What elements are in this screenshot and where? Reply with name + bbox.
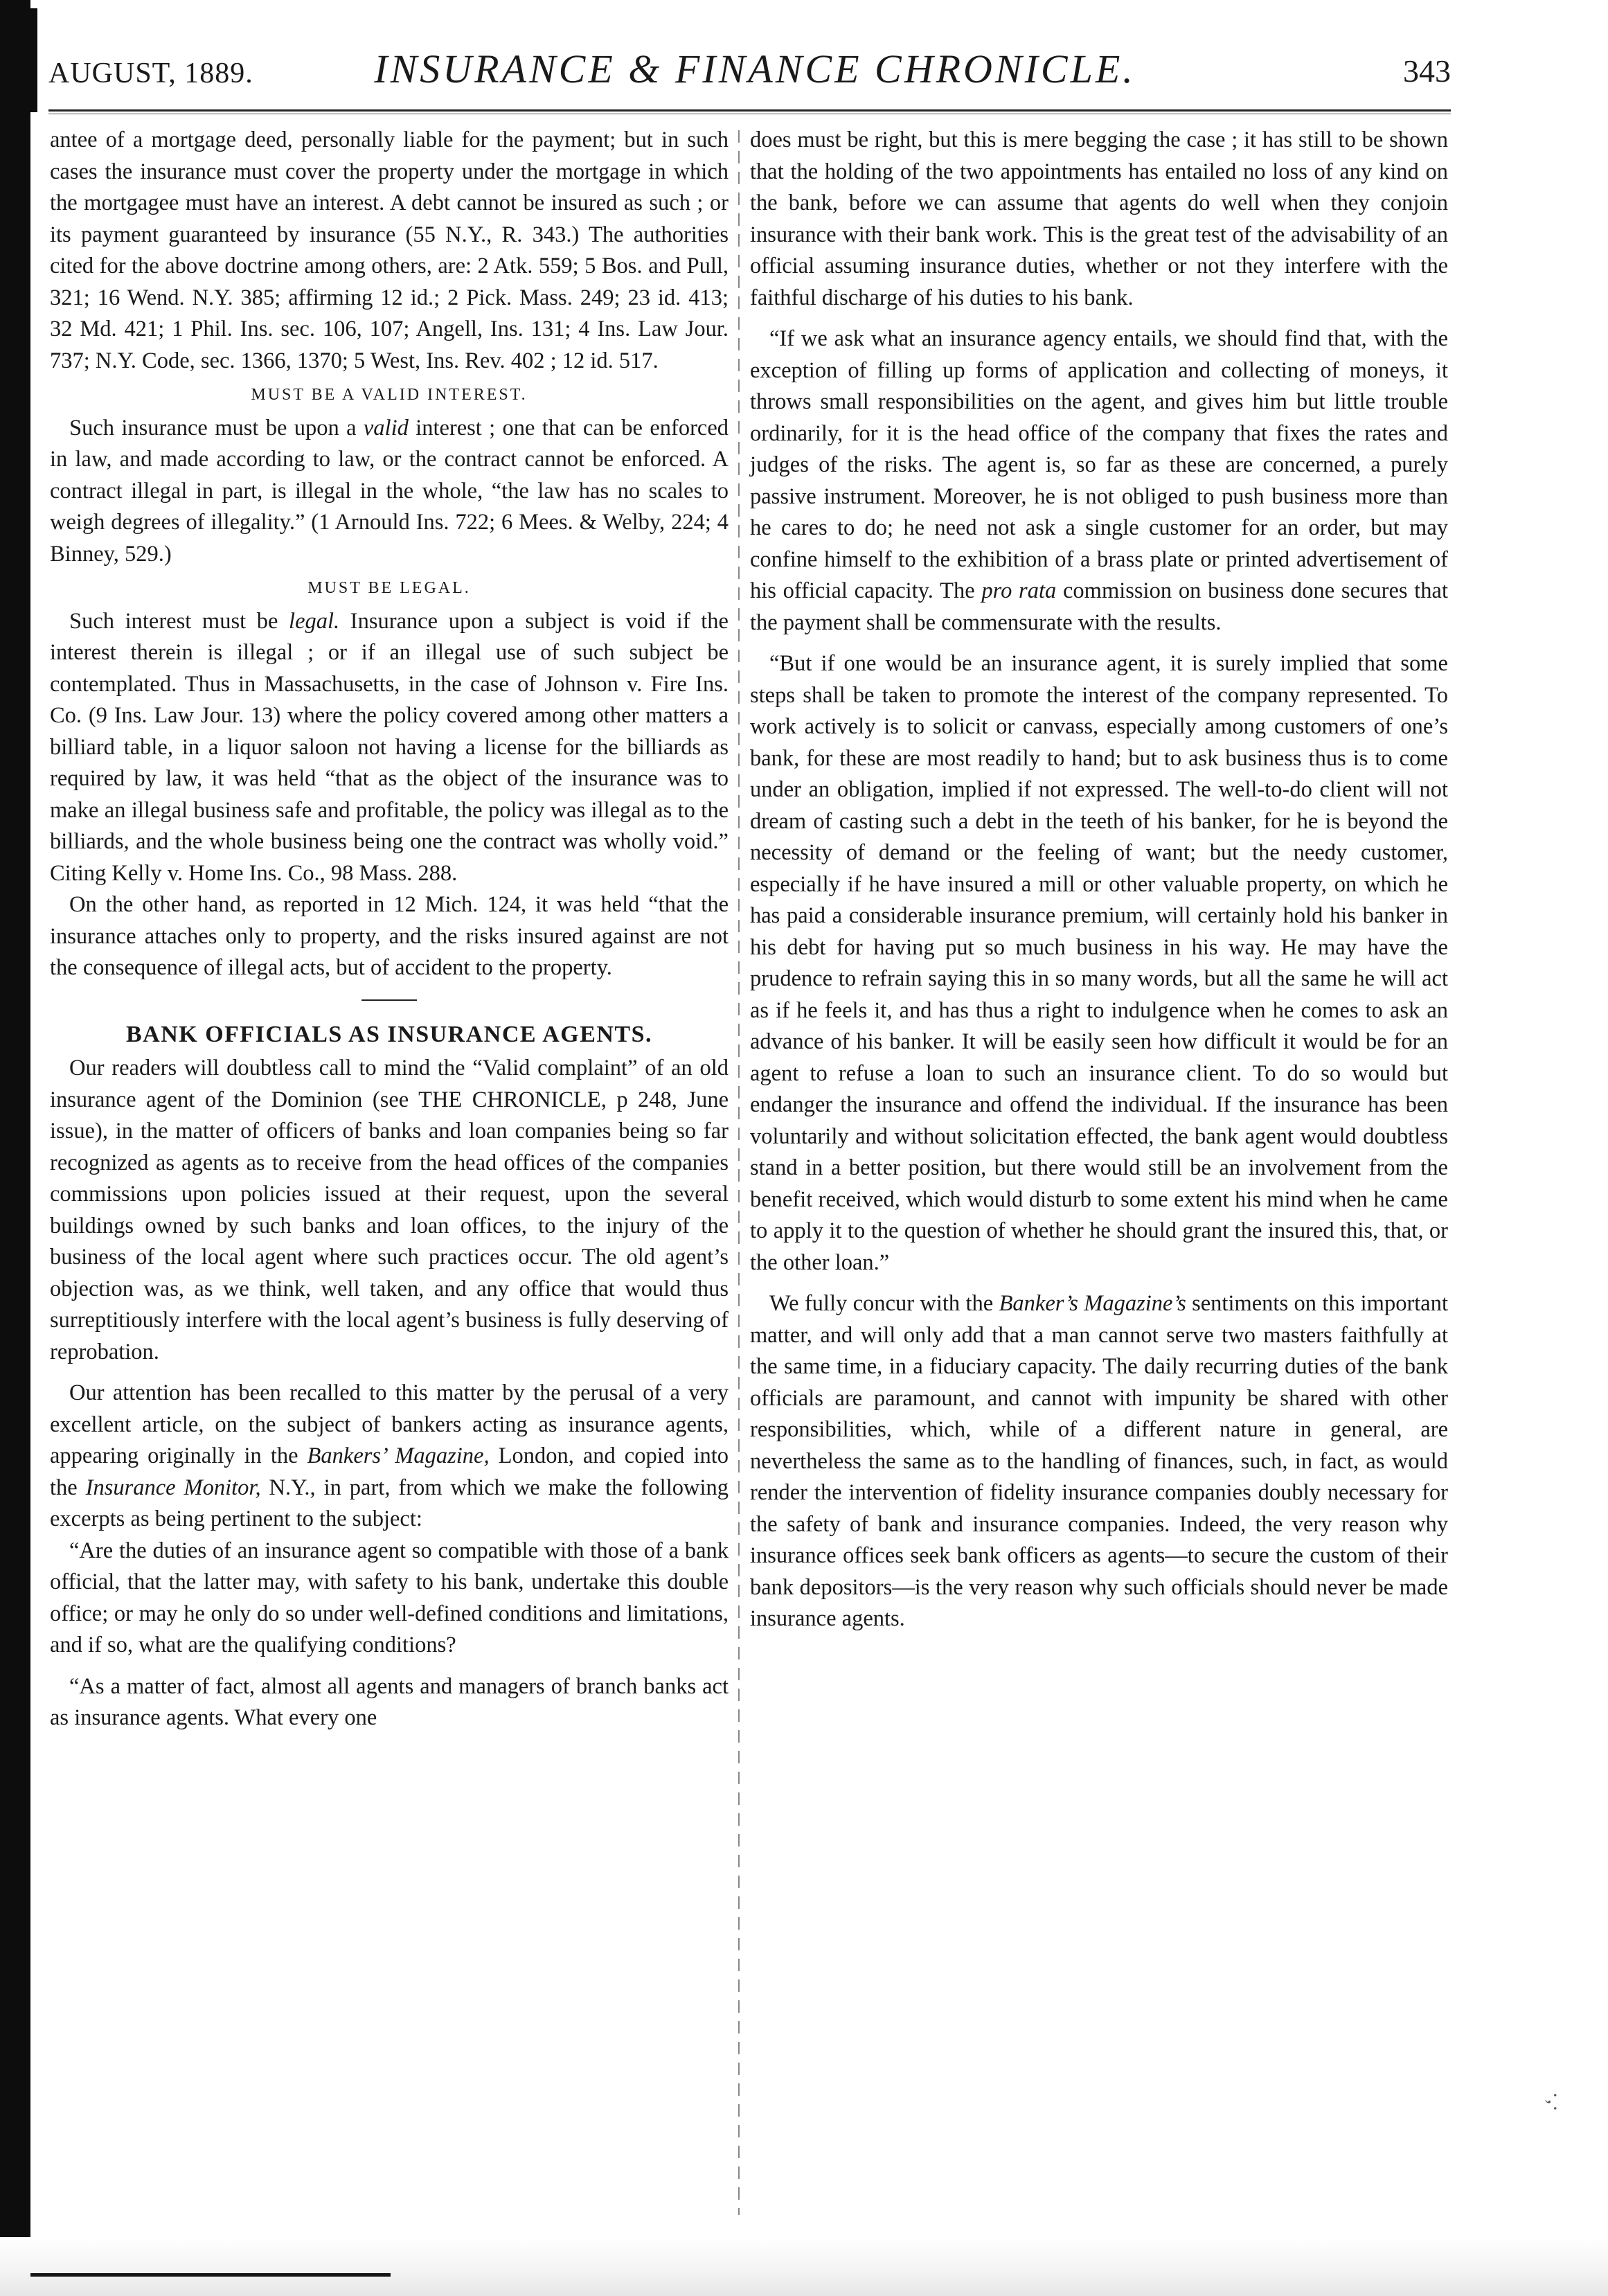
paragraph: On the other hand, as reported in 12 Mich. 124, it was held “that the insurance attaches only to property, and the risks insured against are not the consequence of illegal acts, but of accident to the property. [50,892,729,980]
emphasis: Banker’s Magazine’s [999,1291,1186,1316]
publication-title: INSURANCE & FINANCE CHRONICLE. [374,46,1136,91]
binding-edge [0,0,30,2296]
paragraph: “As a matter of fact, almost all agents and managers of branch banks act as insurance agents. What every one [50,1673,729,1730]
emphasis: Insurance Monitor, [85,1475,261,1500]
emphasis: valid [363,415,409,440]
section-rule [361,999,417,1001]
header-date: AUGUST, 1889. [48,57,253,89]
article-title: BANK OFFICIALS AS INSURANCE AGENTS. [125,1021,653,1047]
left-column [50,125,729,1734]
paragraph: Such insurance must be upon a valid interest ; one that can be enforced in law, and made according to law, or the contract cannot be enforced. A contract illegal in part, is illegal in the whole, “the law has no scales to weigh degrees of illegality.” (1 Arnould Ins. 722; 6 Mees. & Welby, 224; 4 Binney, 529.) [50,415,729,567]
binding-edge-notch [24,8,37,112]
header-rule [48,109,1451,112]
paragraph: does must be right, but this is mere begging the case ; it has still to be shown that the holding of the two appointments has entailed no loss of any kind on the bank, before we can assume that agents do well when they conjoin insurance with their bank work. This is the great test of the advisability of an official assuming insurance duties, whether or not they interfere with the faithful discharge of his duties to his bank. [750,127,1448,310]
paragraph: Our attention has been recalled to this matter by the perusal of a very excellent article, on the subject of bankers acting as insurance agents, appearing originally in the Bankers’ Magazine, London, and copied into the Insurance Monitor, N.Y., in part, from which we make the following excerpts as being pertinent to the subject: [50,1380,729,1531]
emphasis: pro rata [981,578,1057,603]
margin-speck: · ‚ · [1544,2092,1566,2109]
right-column [750,125,1448,1635]
paragraph: Such interest must be legal. Insurance upon a subject is void if the interest therein is illegal ; or if an illegal use of such subject be contemplated. Thus in Massachusetts, in the case of Johnson v. Fire Ins. Co. (9 Ins. Law Jour. 13) where the policy covered among other matters a billiard table, in a liquor saloon not having a license for the billiards as required by law, it was held “that as the object of the insurance was to make an illegal business safe and profitable, the policy was illegal as to the billiards, and the whole business being one the contract was wholly void.” Citing Kelly v. Home Ins. Co., 98 Mass. 288. [50,608,729,886]
paragraph: antee of a mortgage deed, personally liable for the payment; but in such cases the insurance must cover the property under the mortgage in which the mortgagee must have an interest. A debt cannot be insured as such ; or its payment guaranteed by insurance (55 N.Y., R. 343.) The authorities cited for the above doctrine among others, are: 2 Atk. 559; 5 Bos. and Pull, 321; 16 Wend. N.Y. 385; affirming 12 id.; 2 Pick. Mass. 249; 23 id. 413; 32 Md. 421; 1 Phil. Ins. sec. 106, 107; Angell, Ins. 131; 4 Ins. Law Jour. 737; N.Y. Code, sec. 1366, 1370; 5 West, Ins. Rev. 402 ; 12 id. 517. [50,127,729,373]
paragraph: We fully concur with the Banker’s Magazine’s sentiments on this important matter, and will only add that a man cannot serve two masters faithfully at the same time, in a fiduciary capacity. The daily recurring duties of the bank officials are paramount, and cannot with impunity be shared with other responsibilities, which, while of a different nature in general, are nevertheless the same as to the handling of finances, such, in fact, as would render the intervention of fidelity insurance companies doubly necessary for the safety of bank and insurance companies. Indeed, the very reason why insurance offices seek bank officers as agents—to secure the custom of their bank depositors—is the very reason why such officials should never be made insurance agents. [750,1291,1448,1631]
paragraph: “Are the duties of an insurance agent so compatible with those of a bank official, that the latter may, with safety to his bank, undertake this double office; or may he only do so under well-defined conditions and limitations, and if so, what are the qualifying conditions? [50,1538,729,1657]
subheading: MUST BE A VALID INTEREST. [251,386,528,404]
emphasis: Bankers’ Magazine, [307,1443,490,1468]
paragraph: “But if one would be an insurance agent, it is surely implied that some steps shall be taken to promote the interest of the company represented. To work actively is to solicit or canvass, especially among customers of one’s bank, for these are most readily to hand; but to ask business thus is to come under an obligation, implied if not expressed. The well-to-do client will not dream of casting such a debt in the teeth of his banker, for he is beyond the necessity of demand or the feeling of want; but the needy customer, especially if he have insured a mill or other valuable property, on which he has paid a considerable insurance premium, will certainly hold his banker in his debt for having put so much business in his way. He may have the prudence to refrain saying this in so many words, but all the same he will act as if he feels it, and has thus a right to indulgence when he comes to ask an advance of his banker. It will be easily seen how difficult it would be for an agent to refuse a loan to such an insurance client. To do so would but endanger the insurance and offend the individual. If the insurance has been voluntarily and without solicitation effected, the bank agent would doubtless stand in a better position, but there would still be an involvement from the benefit received, which would disturb to some extent his mind when he came to apply it to the question of whether he should grant the insured this, that, or the other loan.” [750,651,1448,1275]
subheading: MUST BE LEGAL. [307,579,471,597]
paragraph: Our readers will doubtless call to mind the “Valid complaint” of an old insurance agent of the Dominion (see THE CHRONICLE, p 248, June issue), in the matter of officers of banks and loan companies being so far recognized as agents as to receive from the head offices of the companies commissions upon policies issued at their request, upon the several buildings owned by such banks and loan offices, to the injury of the business of the local agent where such practices occur. The old agent’s objection was, as we think, well taken, and any office that would thus surreptitiously interfere with the local agent’s business is fully deserving of reprobation. [50,1056,729,1364]
paragraph: “If we ask what an insurance agency entails, we should find that, with the exception of filling up forms of application and collecting of moneys, it throws small responsibilities on the agent, and gives him but little trouble ordinarily, for it is the head office of the company that fixes the rates and judges of the risks. The agent is, so far as these are concerned, a purely passive instrument. Moreover, he is not obliged to push business more than he cares to do; he need not ask a single customer for an order, but may confine himself to the exhibition of a brass plate or printed advertisement of his official capacity. The pro rata commission on business done secures that the payment shall be commensurate with the results. [750,326,1449,635]
page-bottom-shadow [0,2237,1608,2296]
bottom-edge-rule [30,2273,391,2277]
page-number: 343 [1403,53,1451,89]
page-header [48,40,1451,109]
column-divider [738,130,740,2215]
emphasis: legal. [289,608,340,634]
